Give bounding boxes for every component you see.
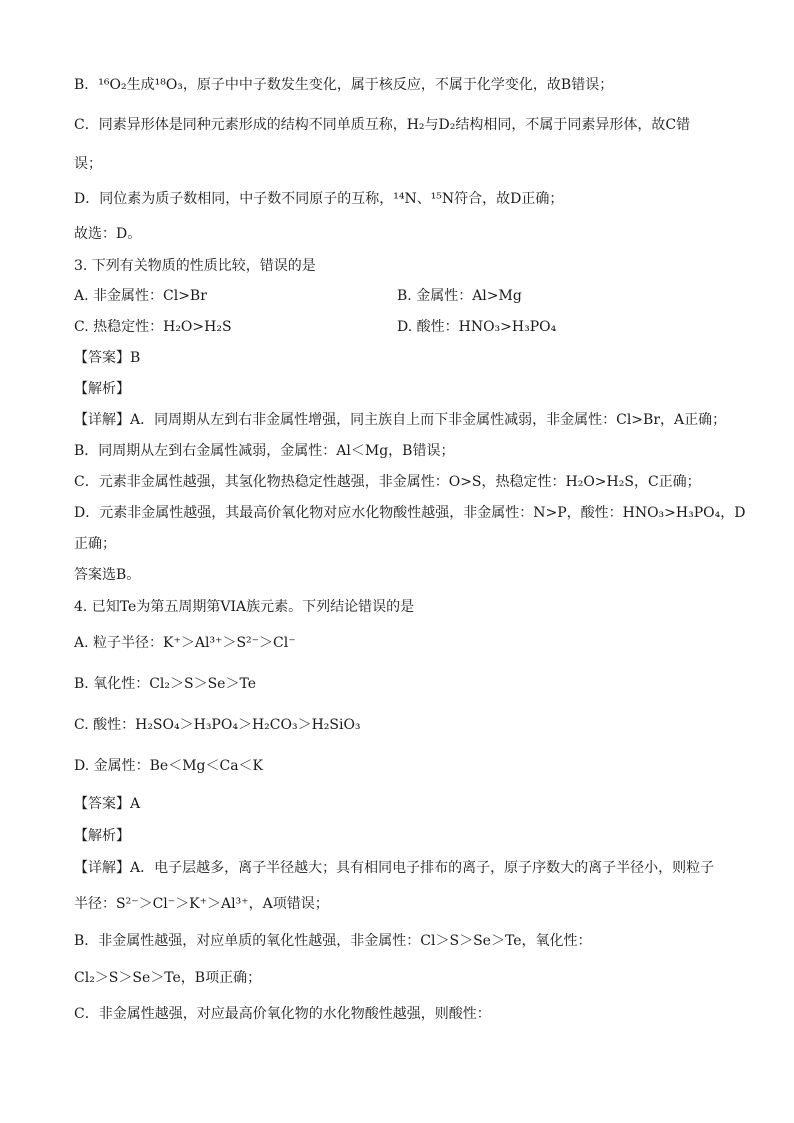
text-line: B．同周期从左到右金属性减弱，金属性：Al＜Mg，B错误；: [74, 443, 455, 459]
text-line: 正确；: [74, 536, 116, 552]
option-d: D. 酸性：HNO₃>H₃PO₄: [397, 319, 557, 335]
text-line: 误；: [74, 156, 102, 172]
answer-label: 【答案】B: [74, 350, 141, 366]
option-b: B. 金属性：Al>Mg: [397, 288, 522, 304]
analysis-label: 【解析】: [74, 828, 130, 844]
option-a: A. 粒子半径：K⁺＞Al³⁺＞S²⁻＞Cl⁻: [74, 635, 296, 651]
option-c: C. 热稳定性：H₂O>H₂S: [74, 319, 232, 335]
text-line: Cl₂＞S＞Se＞Te，B项正确；: [74, 970, 262, 986]
option-b: B. 氧化性：Cl₂＞S＞Se＞Te: [74, 676, 256, 692]
text-line: C．元素非金属性越强，其氢化物热稳定性越强，非金属性：O>S，热稳定性：H₂O>H₂S，C正确；: [74, 474, 701, 490]
text-line: 【详解】A．电子层越多，离子半径越大；具有相同电子排布的离子，原子序数大的离子半径小，则粒子: [74, 860, 715, 876]
option-a: A. 非金属性：Cl>Br: [74, 288, 207, 304]
text-line: 故选：D。: [74, 226, 142, 242]
option-c: C. 酸性：H₂SO₄＞H₃PO₄＞H₂CO₃＞H₂SiO₃: [74, 717, 361, 733]
question-stem: 3. 下列有关物质的性质比较，错误的是: [74, 258, 316, 274]
option-row: [74, 286, 724, 306]
text-line: C．同素异形体是同种元素形成的结构不同单质互称，H₂与D₂结构相同，不属于同素异形体，故C错: [74, 117, 691, 133]
text-line: B．¹⁶O₂生成¹⁸O₃，原子中中子数发生变化，属于核反应，不属于化学变化，故B错误；: [74, 77, 614, 93]
text-line: D．同位素为质子数相同，中子数不同原子的互称，¹⁴N、¹⁵N符合，故D正确；: [74, 191, 564, 207]
option-d: D. 金属性：Be＜Mg＜Ca＜K: [74, 758, 264, 774]
text-line: 【详解】A．同周期从左到右非金属性增强，同主族自上而下非金属性减弱，非金属性：Cl>Br，A正确；: [74, 412, 727, 428]
text-line: 答案选B。: [74, 567, 141, 583]
analysis-label: 【解析】: [74, 381, 130, 397]
text-line: C．非金属性越强，对应最高价氧化物的水化物酸性越强，则酸性：: [74, 1006, 491, 1022]
text-line: B．非金属性越强，对应单质的氧化性越强，非金属性：Cl＞S＞Se＞Te，氧化性：: [74, 933, 592, 949]
answer-label: 【答案】A: [74, 796, 141, 812]
text-line: D．元素非金属性越强，其最高价氧化物对应水化物酸性越强，非金属性：N>P，酸性：HNO₃>H₃PO₄，D: [74, 505, 746, 521]
question-stem: 4. 已知Te为第五周期第VIA族元素。下列结论错误的是: [74, 599, 415, 615]
text-line: 半径：S²⁻＞Cl⁻＞K⁺＞Al³⁺，A项错误；: [74, 896, 329, 912]
option-row: [74, 317, 724, 337]
